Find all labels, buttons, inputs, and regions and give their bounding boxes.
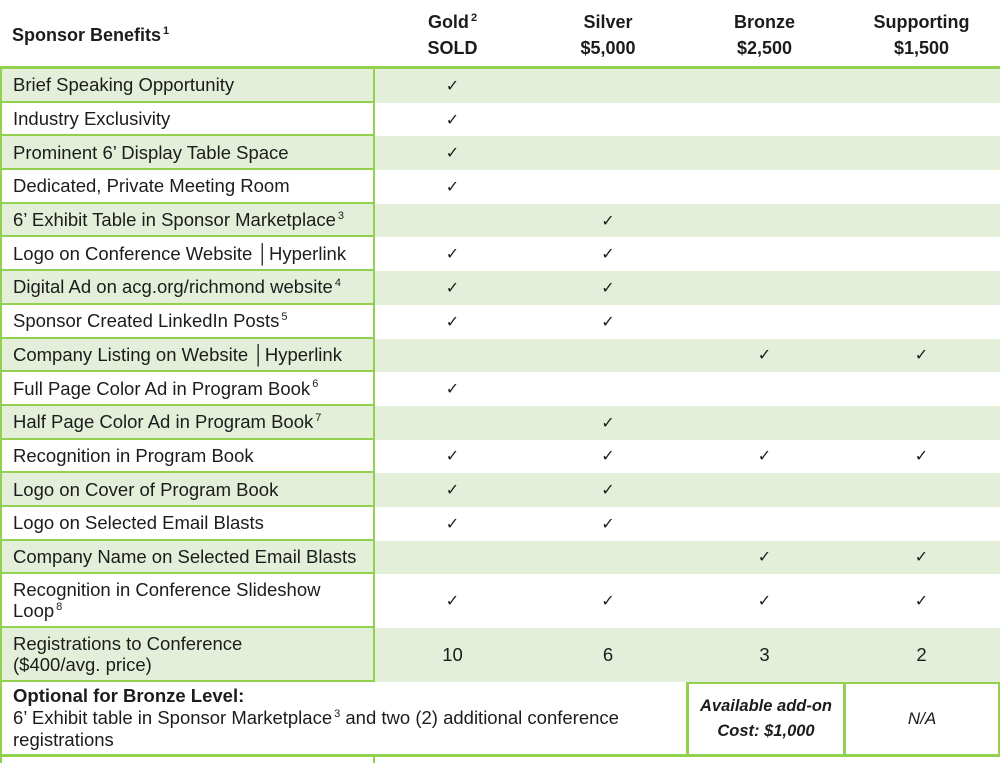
tier-name: Gold xyxy=(427,12,469,32)
tier-cell-supporting xyxy=(843,406,1000,440)
benefit-label: Full Page Color Ad in Program Book xyxy=(13,377,311,399)
benefit-name-cell xyxy=(0,69,375,103)
tier-cell-gold xyxy=(375,136,530,170)
benefit-row xyxy=(0,628,1000,682)
tier-price: SOLD xyxy=(427,38,478,58)
benefit-row xyxy=(0,136,1000,170)
footnote-marker: 3 xyxy=(337,209,345,222)
tier-cell-gold xyxy=(375,305,530,339)
benefit-row xyxy=(0,271,1000,305)
tier-cell-bronze xyxy=(686,372,843,406)
benefit-row xyxy=(0,69,1000,103)
tier-cell-bronze xyxy=(686,204,843,238)
benefit-name-cell xyxy=(0,473,375,507)
tier-cell-supporting xyxy=(843,473,1000,507)
benefit-label: Recognition in Program Book xyxy=(13,444,254,466)
tier-cell-silver xyxy=(530,574,686,628)
tier-cell-silver xyxy=(530,204,686,238)
benefit-row xyxy=(0,170,1000,204)
benefit-label: Industry Exclusivity xyxy=(13,108,171,130)
tier-cell-silver xyxy=(530,103,686,137)
tier-name: Silver xyxy=(583,12,633,32)
tier-name: Bronze xyxy=(733,12,795,32)
tier-cell-bronze xyxy=(686,628,843,682)
tier-cell-supporting xyxy=(843,507,1000,541)
benefit-name-cell xyxy=(0,406,375,440)
checkmark-icon: ✓ xyxy=(445,75,460,95)
tier-cell-gold xyxy=(375,541,530,575)
benefit-name-cell xyxy=(0,507,375,541)
tier-cell-bronze xyxy=(686,305,843,339)
checkmark-icon: ✓ xyxy=(757,446,772,466)
benefit-name-text xyxy=(13,479,278,500)
footnote-marker: 2 xyxy=(470,12,478,24)
checkmark-icon: ✓ xyxy=(601,244,615,264)
checkmark-icon: ✓ xyxy=(914,591,929,611)
benefit-name-text xyxy=(13,512,264,533)
benefit-name-text xyxy=(13,411,321,432)
tier-cell-bronze xyxy=(686,170,843,204)
tier-cell-bronze xyxy=(686,574,843,628)
checkmark-icon: ✓ xyxy=(601,412,615,432)
benefit-row xyxy=(0,406,1000,440)
tier-cell-bronze xyxy=(686,339,843,373)
table-header xyxy=(0,0,1000,69)
benefit-row xyxy=(0,541,1000,575)
optional-description-text: and two (2) additional conference registrations xyxy=(13,707,619,751)
tier-cell-bronze xyxy=(686,541,843,575)
benefit-name-cell xyxy=(0,271,375,305)
checkmark-icon: ✓ xyxy=(601,480,615,500)
tier-cell-gold xyxy=(375,507,530,541)
benefit-name-cell xyxy=(0,136,375,170)
footnote-marker: 4 xyxy=(334,277,341,290)
checkmark-icon: ✓ xyxy=(445,311,460,331)
tier-cell-silver xyxy=(530,271,686,305)
not-applicable-text: N/A xyxy=(907,709,937,729)
checkmark-icon: ✓ xyxy=(445,591,460,611)
benefit-label: Logo on Conference Website │Hyperlink xyxy=(13,242,347,264)
tier-cell-silver xyxy=(530,136,686,170)
footnote-marker: 1 xyxy=(163,25,170,37)
tier-cell-supporting xyxy=(843,628,1000,682)
checkmark-icon: ✓ xyxy=(757,345,772,365)
benefit-name-cell xyxy=(0,628,375,682)
registration-count: 6 xyxy=(602,644,614,666)
tier-cell-silver xyxy=(530,473,686,507)
tier-cell-gold xyxy=(375,574,530,628)
tier-cell-silver xyxy=(530,372,686,406)
checkmark-icon: ✓ xyxy=(914,345,929,365)
tier-cell-bronze xyxy=(686,136,843,170)
benefit-name-cell xyxy=(0,372,375,406)
tier-cell-bronze xyxy=(686,271,843,305)
benefit-rows xyxy=(0,69,1000,682)
benefit-name-cell xyxy=(0,305,375,339)
tier-cell-gold xyxy=(375,170,530,204)
checkmark-icon: ✓ xyxy=(445,513,460,533)
checkmark-icon: ✓ xyxy=(445,143,460,163)
benefit-name-cell xyxy=(0,440,375,474)
tier-cell-supporting xyxy=(843,103,1000,137)
tier-cell-supporting xyxy=(843,204,1000,238)
benefit-label: Logo on Cover of Program Book xyxy=(13,478,279,500)
tier-header-silver xyxy=(530,0,686,66)
tier-cell-bronze xyxy=(686,237,843,271)
benefit-name-text xyxy=(13,209,344,230)
checkmark-icon: ✓ xyxy=(601,513,615,533)
tier-cell-supporting xyxy=(843,69,1000,103)
tier-cell-gold xyxy=(375,628,530,682)
benefits-header-text xyxy=(12,22,169,48)
tier-cell-bronze xyxy=(686,406,843,440)
benefit-name-cell xyxy=(0,237,375,271)
benefit-name-text xyxy=(13,108,170,129)
checkmark-icon: ✓ xyxy=(445,277,460,297)
footnote-marker: 6 xyxy=(312,378,319,391)
tier-cell-gold xyxy=(375,440,530,474)
tier-cell-supporting xyxy=(843,339,1000,373)
checkmark-icon: ✓ xyxy=(601,446,615,466)
registration-count: 3 xyxy=(759,644,770,666)
footnote-marker: 8 xyxy=(56,601,63,614)
tier-cell-gold xyxy=(375,473,530,507)
benefit-label: Prominent 6’ Display Table Space xyxy=(13,141,289,163)
tier-cell-supporting xyxy=(843,305,1000,339)
tier-cell-silver xyxy=(530,69,686,103)
addon-cost: Cost: $1,000 xyxy=(717,722,815,741)
benefit-row xyxy=(0,507,1000,541)
checkmark-icon: ✓ xyxy=(757,547,772,567)
benefit-row xyxy=(0,305,1000,339)
addon-availability: Available add-on xyxy=(699,697,833,716)
benefit-name-text xyxy=(13,633,242,675)
tier-cell-supporting xyxy=(843,271,1000,305)
tier-header-supporting xyxy=(843,0,1000,66)
optional-description-cell xyxy=(0,682,686,754)
benefits-header-label: Sponsor Benefits xyxy=(12,25,162,45)
checkmark-icon: ✓ xyxy=(445,244,460,264)
tier-cell-gold xyxy=(375,406,530,440)
tier-cell-supporting xyxy=(843,170,1000,204)
benefit-name-text xyxy=(13,579,321,621)
checkmark-icon: ✓ xyxy=(601,210,615,230)
benefit-label: Dedicated, Private Meeting Room xyxy=(13,175,290,197)
benefit-name-text xyxy=(13,310,287,331)
optional-bronze-row xyxy=(0,682,1000,757)
checkmark-icon: ✓ xyxy=(445,109,460,129)
next-row-first-cell xyxy=(0,757,375,763)
benefit-label: Registrations to Conference ($400/avg. price) xyxy=(13,633,243,676)
tier-cell-supporting xyxy=(843,136,1000,170)
tier-cell-silver xyxy=(530,339,686,373)
benefit-row xyxy=(0,372,1000,406)
tier-cell-gold xyxy=(375,339,530,373)
benefit-label: Half Page Color Ad in Program Book xyxy=(13,411,314,433)
tier-price: $1,500 xyxy=(893,38,950,58)
benefit-label: Sponsor Created LinkedIn Posts xyxy=(13,310,280,332)
benefit-name-cell xyxy=(0,204,375,238)
benefit-label: Company Listing on Website │Hyperlink xyxy=(13,343,342,365)
benefit-row xyxy=(0,204,1000,238)
benefit-row xyxy=(0,339,1000,373)
benefit-name-text xyxy=(13,546,356,567)
benefit-label: Company Name on Selected Email Blasts xyxy=(13,545,357,567)
tier-cell-silver xyxy=(530,507,686,541)
tier-cell-bronze xyxy=(686,103,843,137)
benefit-label: Logo on Selected Email Blasts xyxy=(13,512,264,534)
benefit-row xyxy=(0,237,1000,271)
benefit-name-cell xyxy=(0,339,375,373)
registration-count: 2 xyxy=(916,644,927,666)
tier-cell-supporting xyxy=(843,541,1000,575)
checkmark-icon: ✓ xyxy=(601,277,615,297)
tier-cell-gold xyxy=(375,237,530,271)
benefit-name-text xyxy=(13,74,234,95)
tier-cell-gold xyxy=(375,204,530,238)
registration-count: 10 xyxy=(442,644,463,666)
benefit-row xyxy=(0,473,1000,507)
benefit-label: Brief Speaking Opportunity xyxy=(13,74,235,96)
tier-name-line xyxy=(428,9,477,35)
tier-cell-bronze xyxy=(686,507,843,541)
tier-price: $5,000 xyxy=(580,38,636,58)
benefit-name-text xyxy=(13,344,342,365)
checkmark-icon: ✓ xyxy=(914,446,929,466)
tier-cell-bronze xyxy=(686,473,843,507)
benefit-name-cell xyxy=(0,574,375,628)
tier-cell-supporting xyxy=(843,574,1000,628)
optional-description xyxy=(13,707,674,751)
tier-cell-gold xyxy=(375,69,530,103)
bronze-addon-cell xyxy=(686,682,843,754)
benefit-label: Recognition in Conference Slideshow Loop xyxy=(13,579,321,622)
tier-cell-silver xyxy=(530,170,686,204)
checkmark-icon: ✓ xyxy=(445,379,460,399)
tier-cell-silver xyxy=(530,305,686,339)
tier-cell-bronze xyxy=(686,69,843,103)
footnote-marker: 3 xyxy=(334,707,341,720)
benefits-column-header xyxy=(0,0,375,66)
tier-cell-gold xyxy=(375,372,530,406)
benefit-name-cell xyxy=(0,541,375,575)
benefit-label: 6’ Exhibit Table in Sponsor Marketplace xyxy=(13,209,336,231)
tier-cell-silver xyxy=(530,628,686,682)
tier-name: Supporting xyxy=(873,12,970,32)
benefit-name-text xyxy=(13,243,346,264)
benefit-name-text xyxy=(13,142,289,163)
benefit-row xyxy=(0,440,1000,474)
optional-description-text: 6’ Exhibit table in Sponsor Marketplace xyxy=(13,707,333,729)
footnote-marker: 7 xyxy=(315,412,322,425)
checkmark-icon: ✓ xyxy=(445,176,460,196)
benefit-name-text xyxy=(13,276,341,297)
tier-cell-silver xyxy=(530,237,686,271)
tier-header-bronze xyxy=(686,0,843,66)
tier-cell-silver xyxy=(530,406,686,440)
tier-cell-gold xyxy=(375,103,530,137)
tier-cell-silver xyxy=(530,440,686,474)
benefit-label: Digital Ad on acg.org/richmond website xyxy=(13,276,333,298)
tier-cell-supporting xyxy=(843,372,1000,406)
benefit-name-cell xyxy=(0,170,375,204)
benefit-name-text xyxy=(13,378,318,399)
checkmark-icon: ✓ xyxy=(445,480,460,500)
benefit-row xyxy=(0,574,1000,628)
benefit-row xyxy=(0,103,1000,137)
checkmark-icon: ✓ xyxy=(601,591,615,611)
checkmark-icon: ✓ xyxy=(601,311,615,331)
tier-cell-supporting xyxy=(843,440,1000,474)
next-row-fragment xyxy=(0,757,1000,763)
benefit-name-text xyxy=(13,445,254,466)
checkmark-icon: ✓ xyxy=(757,591,772,611)
benefit-name-cell xyxy=(0,103,375,137)
benefit-name-text xyxy=(13,175,290,196)
tier-price: $2,500 xyxy=(736,38,793,58)
optional-title: Optional for Bronze Level: xyxy=(13,685,245,707)
tier-cell-gold xyxy=(375,271,530,305)
checkmark-icon: ✓ xyxy=(914,547,929,567)
tier-cell-supporting xyxy=(843,237,1000,271)
supporting-addon-cell xyxy=(843,682,1000,754)
checkmark-icon: ✓ xyxy=(445,446,460,466)
footnote-marker: 5 xyxy=(281,311,288,323)
tier-cell-bronze xyxy=(686,440,843,474)
tier-cell-silver xyxy=(530,541,686,575)
tier-header-gold xyxy=(375,0,530,66)
